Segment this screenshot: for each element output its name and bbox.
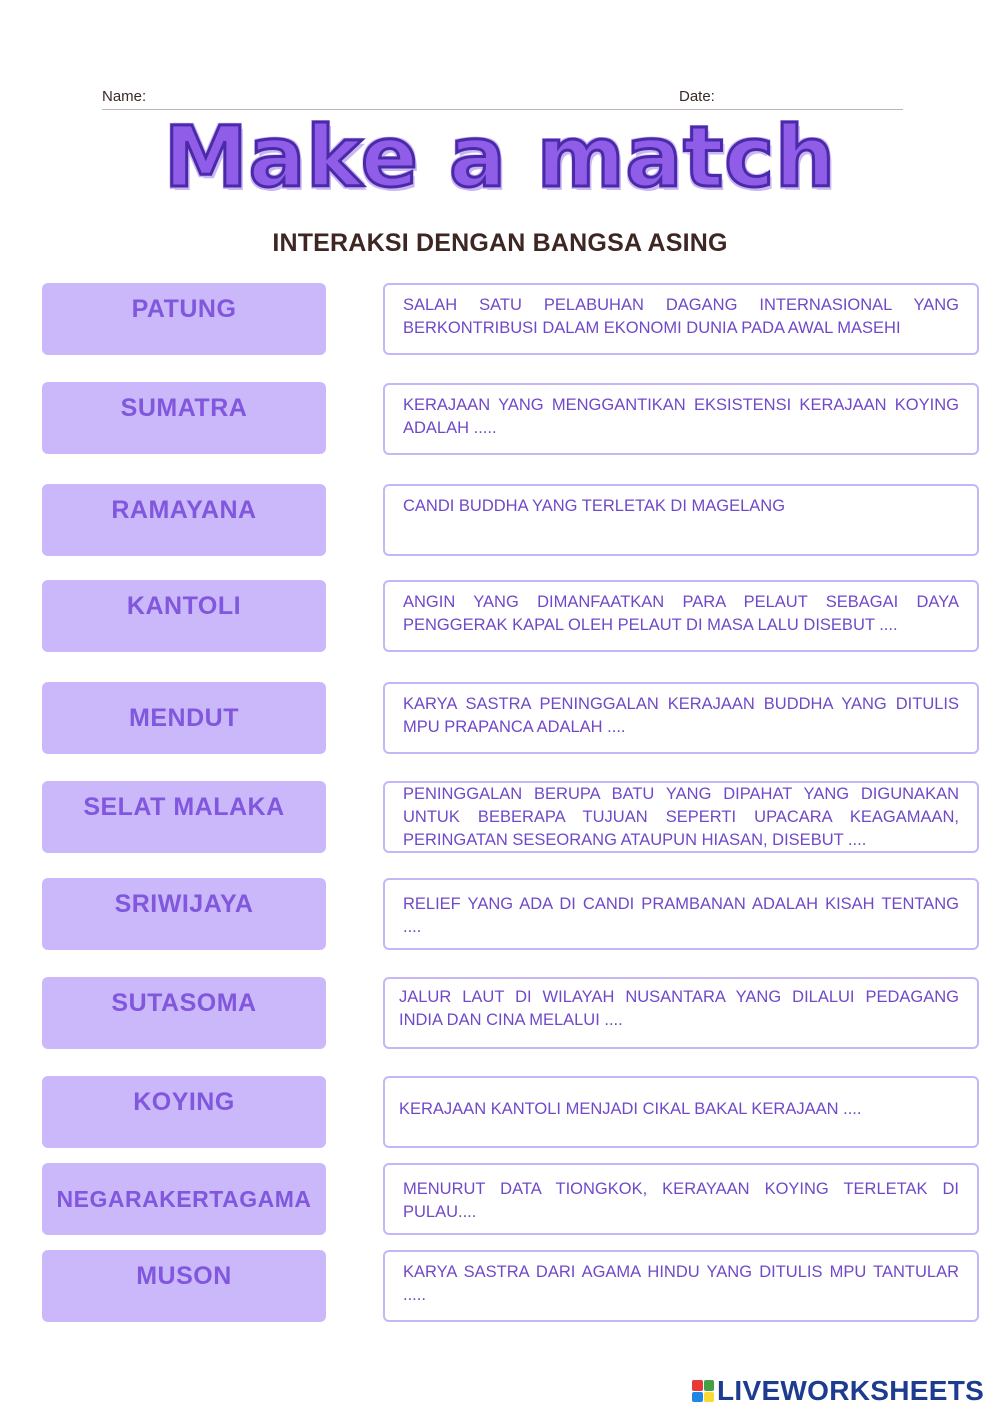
liveworksheets-logo-icon [692, 1380, 714, 1402]
clue-box-9[interactable]: KERAJAAN KANTOLI MENJADI CIKAL BAKAL KERAJAAN .... [383, 1076, 979, 1148]
page-subtitle: INTERAKSI DENGAN BANGSA ASING [272, 229, 728, 257]
clue-box-8[interactable]: JALUR LAUT DI WILAYAH NUSANTARA YANG DILALUI PEDAGANG INDIA DAN CINA MELALUI .... [383, 977, 979, 1049]
clue-box-11[interactable]: KARYA SASTRA DARI AGAMA HINDU YANG DITULIS MPU TANTULAR ..... [383, 1250, 979, 1322]
term-card-ramayana[interactable]: RAMAYANA [42, 484, 326, 556]
clue-box-4[interactable]: ANGIN YANG DIMANFAATKAN PARA PELAUT SEBAGAI DAYA PENGGERAK KAPAL OLEH PELAUT DI MASA LALU DISEBUT .... [383, 580, 979, 652]
term-card-negarakertagama[interactable]: NEGARAKERTAGAMA [42, 1163, 326, 1235]
clue-box-7[interactable]: RELIEF YANG ADA DI CANDI PRAMBANAN ADALAH KISAH TENTANG .... [383, 878, 979, 950]
clue-box-3[interactable]: CANDI BUDDHA YANG TERLETAK DI MAGELANG [383, 484, 979, 556]
term-card-selat-malaka[interactable]: SELAT MALAKA [42, 781, 326, 853]
term-card-muson[interactable]: MUSON [42, 1250, 326, 1322]
term-card-sumatra[interactable]: SUMATRA [42, 382, 326, 454]
term-card-sriwijaya[interactable]: SRIWIJAYA [42, 878, 326, 950]
term-card-mendut[interactable]: MENDUT [42, 682, 326, 754]
page-title: Make a match [164, 108, 836, 206]
term-card-kantoli[interactable]: KANTOLI [42, 580, 326, 652]
brand-name: LIVEWORKSHEETS [717, 1375, 985, 1406]
clue-box-10[interactable]: MENURUT DATA TIONGKOK, KERAYAAN KOYING TERLETAK DI PULAU.... [383, 1163, 979, 1235]
name-label: Name: [102, 88, 147, 105]
clue-box-5[interactable]: KARYA SASTRA PENINGGALAN KERAJAAN BUDDHA YANG DITULIS MPU PRAPANCA ADALAH .... [383, 682, 979, 754]
clue-box-2[interactable]: KERAJAAN YANG MENGGANTIKAN EKSISTENSI KERAJAAN KOYING ADALAH ..... [383, 383, 979, 455]
term-card-koying[interactable]: KOYING [42, 1076, 326, 1148]
clue-box-6[interactable]: PENINGGALAN BERUPA BATU YANG DIPAHAT YANG DIGUNAKAN UNTUK BEBERAPA TUJUAN SEPERTI UPACARA KEAGAMAAN, PERINGATAN SESEORANG ATAUPUN HIASAN, DISEBUT .... [383, 781, 979, 853]
term-card-sutasoma[interactable]: SUTASOMA [42, 977, 326, 1049]
date-label: Date: [679, 88, 715, 105]
clue-box-1[interactable]: SALAH SATU PELABUHAN DAGANG INTERNASIONAL YANG BERKONTRIBUSI DALAM EKONOMI DUNIA PADA AWAL MASEHI [383, 283, 979, 355]
brand-footer[interactable] [692, 1374, 984, 1408]
term-card-patung[interactable]: PATUNG [42, 283, 326, 355]
